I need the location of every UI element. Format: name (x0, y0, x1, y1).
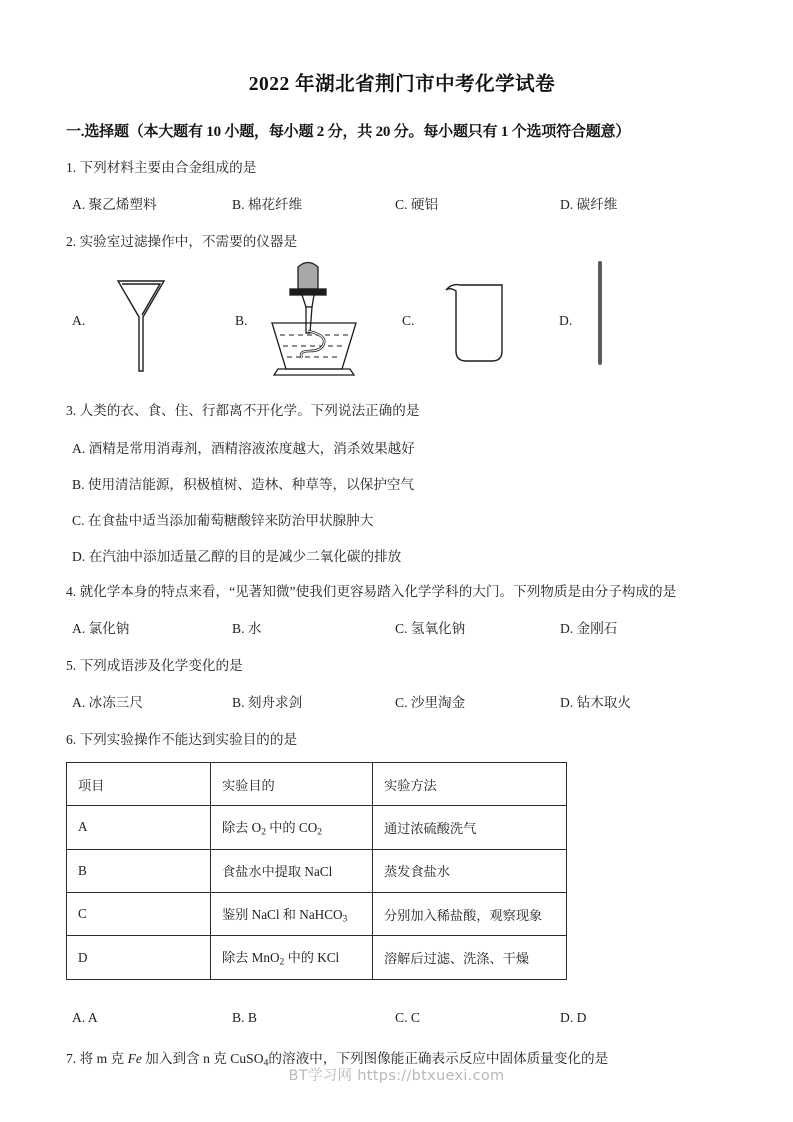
question-5-option-a[interactable]: A. 冰冻三尺 (72, 694, 143, 710)
question-2-figures (66, 259, 738, 387)
page-content (66, 0, 738, 1070)
purpose-text-a: 鉴别 NaCl 和 NaHCO (222, 906, 343, 922)
purpose-text-a: 除去 O (222, 820, 262, 836)
question-7-subscript: 4 (263, 1057, 269, 1069)
experiment-table (66, 762, 567, 980)
question-1-options (66, 193, 738, 215)
funnel-icon (96, 259, 186, 387)
table-cell-method: 蒸发食盐水 (373, 849, 567, 892)
question-5-option-c[interactable]: C. 沙里淘金 (395, 694, 466, 710)
question-5-option-b[interactable]: B. 刻舟求剑 (232, 694, 303, 710)
table-header-purpose: 实验目的 (211, 763, 373, 806)
table-cell-item: C (67, 892, 211, 935)
question-4-stem: 4. 就化学本身的特点来看，“见著知微”使我们更容易踏入化学学科的大门。下列物质是由分子构成的是 (66, 584, 677, 600)
purpose-text-a: 食盐水中提取 NaCl (222, 863, 333, 879)
purpose-sub-b: 2 (317, 827, 322, 838)
question-7-formula-fe: Fe (127, 1050, 142, 1066)
table-cell-purpose (211, 849, 373, 892)
question-3-stem: 3. 人类的衣、食、住、行都离不开化学。下列说法正确的是 (66, 403, 420, 419)
table-cell-purpose (211, 892, 373, 935)
question-6-option-d[interactable]: D. D (560, 1009, 587, 1025)
question-6-stem: 6. 下列实验操作不能达到实验目的的是 (66, 731, 298, 747)
question-2-label-b: B. (235, 313, 248, 329)
question-3-option-d[interactable]: D. 在汽油中添加适量乙醇的目的是减少二氧化碳的排放 (72, 549, 402, 565)
question-7-part-1: 7. 将 m 克 (66, 1050, 128, 1066)
question-7-part-2: 加入到含 n 克 CuSO (141, 1050, 264, 1066)
question-4-option-b[interactable]: B. 水 (232, 620, 262, 636)
footer-watermark: BT学习网 https://btxuexi.com (288, 1068, 505, 1084)
question-1-option-d[interactable]: D. 碳纤维 (560, 196, 618, 212)
table-header-row (67, 763, 567, 806)
section-heading: 一.选择题（本大题有 10 小题，每小题 2 分，共 20 分。每小题只有 1 个选项符合题意） (66, 124, 631, 140)
beaker-icon (434, 259, 534, 387)
purpose-text-a: 除去 MnO (222, 950, 280, 966)
question-5-option-d[interactable]: D. 钻木取火 (560, 694, 631, 710)
table-cell-item: A (67, 806, 211, 849)
question-6-option-a[interactable]: A. A (72, 1009, 98, 1025)
question-3-option-b[interactable]: B. 使用清洁能源，积极植树、造林、种草等，以保护空气 (72, 477, 415, 493)
purpose-sub-a: 3 (342, 914, 348, 925)
question-3-option-c[interactable]: C. 在食盐中适当添加葡萄糖酸锌来防治甲状腺肿大 (72, 513, 374, 529)
dropper-flask-icon (262, 259, 372, 387)
glass-rod-icon (586, 259, 626, 387)
page-title: 2022 年湖北省荆门市中考化学试卷 (248, 74, 556, 95)
table-cell-purpose (211, 806, 373, 849)
table-cell-method: 溶解后过滤、洗涤、干燥 (373, 936, 567, 979)
question-4-option-a[interactable]: A. 氯化钠 (72, 620, 130, 636)
question-4-options (66, 617, 738, 639)
question-4-option-c[interactable]: C. 氢氧化钠 (395, 620, 466, 636)
table-cell-item: B (67, 849, 211, 892)
question-2-label-c: C. (402, 313, 415, 329)
question-5-stem: 5. 下列成语涉及化学变化的是 (66, 657, 243, 673)
table-header-method: 实验方法 (373, 763, 567, 806)
question-1-option-c[interactable]: C. 硬铝 (395, 196, 439, 212)
table-row (67, 849, 567, 892)
question-1-option-b[interactable]: B. 棉花纤维 (232, 196, 303, 212)
question-4-option-d[interactable]: D. 金刚石 (560, 620, 618, 636)
purpose-sub-a: 2 (261, 827, 266, 838)
question-1-stem: 1. 下列材料主要由合金组成的是 (66, 160, 257, 175)
question-6-option-c[interactable]: C. C (395, 1009, 420, 1025)
table-header-item: 项目 (67, 763, 211, 806)
table-cell-item: D (67, 936, 211, 979)
table-row (67, 936, 567, 979)
question-2-stem: 2. 实验室过滤操作中，不需要的仪器是 (66, 233, 298, 249)
question-3-option-a[interactable]: A. 酒精是常用消毒剂，酒精溶液浓度越大，消杀效果越好 (72, 441, 415, 457)
question-7-part-3: 的溶液中，下列图像能正确表示反应中固体质量变化的是 (268, 1050, 609, 1066)
table-row (67, 892, 567, 935)
question-2-label-a: A. (72, 313, 86, 329)
table-cell-method: 分别加入稀盐酸，观察现象 (373, 892, 567, 935)
purpose-text-b: 中的 KCl (284, 950, 340, 966)
purpose-text-b: 中的 CO (265, 820, 318, 836)
table-cell-purpose (211, 936, 373, 979)
table-row (67, 806, 567, 849)
table-cell-method: 通过浓硫酸洗气 (373, 806, 567, 849)
question-6-option-b[interactable]: B. B (232, 1009, 257, 1025)
question-1-option-a[interactable]: A. 聚乙烯塑料 (72, 196, 157, 212)
question-2-label-d: D. (559, 313, 573, 329)
purpose-sub-a: 2 (279, 957, 285, 968)
question-5-options (66, 691, 738, 713)
question-6-options (66, 1010, 738, 1032)
